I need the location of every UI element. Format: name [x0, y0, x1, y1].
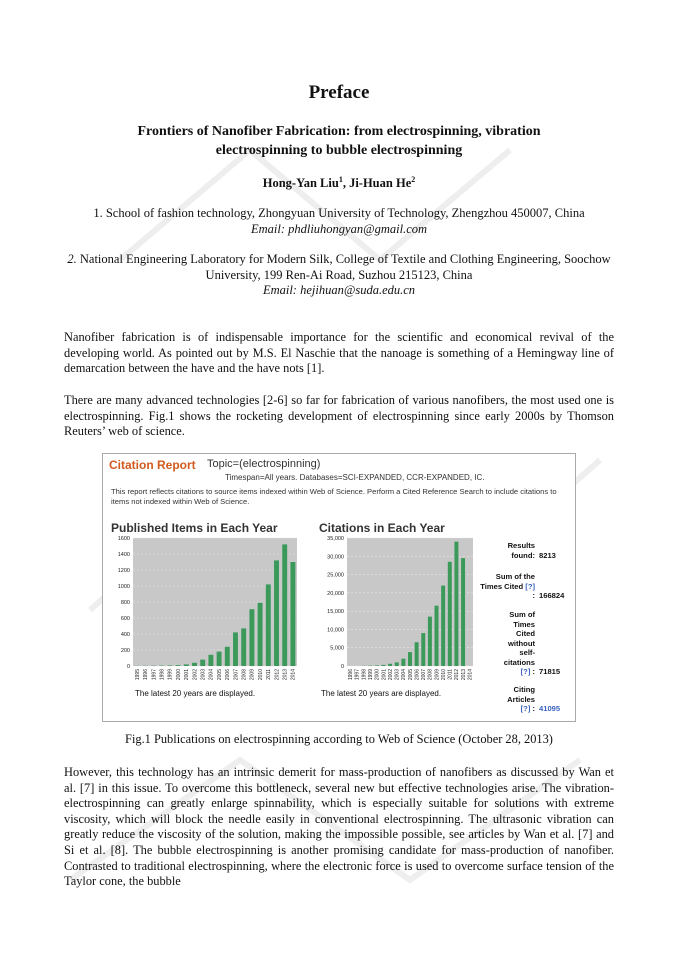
data-bar	[454, 542, 458, 666]
data-bar	[415, 642, 419, 666]
data-bar	[233, 632, 238, 666]
y-tick-label: 15,000	[327, 609, 344, 616]
x-tick-label: 2013	[282, 669, 289, 681]
x-tick-label: 2009	[249, 669, 256, 681]
y-tick-label: 5,000	[330, 645, 344, 652]
data-bar	[395, 662, 399, 666]
y-tick-label: 0	[126, 664, 130, 670]
x-tick-label: 2000	[374, 669, 381, 681]
help-link[interactable]: [?]	[520, 667, 531, 676]
data-bar	[290, 562, 295, 666]
body-paragraph: Nanofiber fabrication is of indispensable importance for the scientific and economical revival of the developing world. As pointed out by M.S. El Naschie that the nanoage is something of a Hemingway line of demarcation between the have and the have nots [1].	[64, 330, 614, 376]
x-tick-label: 2003	[394, 669, 401, 681]
paper-subtitle: Frontiers of Nanofiber Fabrication: from electrospinning, vibration electrospinning to bubble electrospinning	[137, 124, 541, 158]
author-affiliation-mark: 2	[411, 175, 416, 184]
data-bar	[184, 664, 189, 666]
y-tick-label: 35,000	[327, 536, 344, 542]
author-name: Ji-Huan He	[349, 176, 412, 191]
data-bar	[448, 562, 452, 666]
y-tick-label: 25,000	[327, 572, 344, 579]
x-tick-label: 1999	[167, 669, 174, 681]
x-tick-label: 2003	[200, 669, 207, 681]
data-bar	[408, 652, 412, 666]
affiliation-email: Email: hejihuan@suda.edu.cn	[262, 283, 416, 297]
x-tick-label: 2011	[266, 669, 273, 680]
y-tick-label: 20,000	[327, 590, 344, 597]
y-tick-label: 1200	[117, 568, 130, 574]
x-tick-label: 2006	[414, 669, 421, 681]
x-tick-label: 2009	[434, 669, 441, 681]
author-separator: ,	[342, 176, 350, 191]
x-tick-label: 2008	[241, 669, 248, 681]
help-link[interactable]: [?]	[525, 581, 535, 591]
stat-label	[495, 610, 535, 677]
affiliation-2	[40, 252, 638, 299]
stat-colon: :	[532, 591, 535, 600]
data-bar	[274, 560, 279, 666]
topic-query: Topic=(electrospinning)	[207, 458, 321, 470]
x-tick-label: 2002	[387, 669, 394, 681]
affiliation-1	[40, 206, 638, 237]
data-bar	[375, 665, 379, 666]
x-tick-label: 2004	[208, 669, 215, 681]
data-bar	[249, 609, 254, 666]
stat-value: 166824	[539, 591, 565, 600]
stat-colon: :	[530, 704, 535, 713]
citation-report-title: Citation Report	[109, 458, 196, 472]
y-tick-label: 200	[120, 648, 130, 654]
author-name: Hong-Yan Liu	[262, 176, 339, 191]
data-bar	[401, 659, 405, 666]
figure-caption: Fig.1 Publications on electrospinning according to Web of Science (October 28, 2013)	[125, 732, 553, 746]
data-bar	[208, 655, 213, 666]
data-bar	[441, 586, 445, 666]
x-tick-label: 2002	[192, 669, 199, 681]
y-tick-label: 30,000	[327, 554, 344, 561]
x-tick-label: 2008	[427, 669, 434, 681]
stat-label: Results found:	[507, 541, 535, 560]
page-title: Preface	[308, 82, 370, 103]
data-bar	[200, 660, 205, 666]
stat-value: 71815	[539, 667, 561, 676]
x-tick-label: 2011	[447, 669, 454, 680]
x-tick-label: 2001	[184, 669, 191, 681]
stat-label-text: Sum of Times Cited without self-citations	[503, 610, 535, 667]
affiliation-text: School of fashion technology, Zhongyuan University of Technology, Zhengzhou 450007, China	[102, 206, 585, 220]
data-bar	[435, 606, 439, 666]
x-tick-label: 2007	[421, 669, 428, 681]
data-bar	[266, 584, 271, 666]
x-tick-label: 2001	[381, 669, 388, 681]
data-bar	[282, 544, 287, 666]
stat-label-text: Sum of the Times Cited	[480, 572, 535, 591]
x-tick-label: 1995	[134, 669, 141, 681]
y-tick-label: 400	[120, 632, 130, 638]
data-bar	[167, 665, 172, 666]
y-tick-label: 1400	[117, 552, 130, 558]
affiliation-text: National Engineering Laboratory for Modern Silk, College of Textile and Clothing Engineering, Soochow University, 199 Ren-Ai Road, Suzhou 215123, China	[76, 252, 611, 282]
y-tick-label: 0	[340, 664, 344, 670]
x-tick-label: 2004	[401, 669, 408, 681]
affiliation-number: 2.	[67, 252, 77, 266]
stat-colon: :	[530, 667, 535, 676]
x-tick-label: 2005	[216, 669, 223, 681]
x-tick-label: 1997	[151, 669, 158, 681]
published-items-title: Published Items in Each Year	[111, 521, 278, 535]
x-tick-label: 2010	[440, 669, 447, 681]
stat-value-link[interactable]: 41095	[539, 704, 561, 713]
stat-label-text: Citing Articles	[507, 685, 535, 704]
y-tick-label: 1600	[117, 536, 130, 542]
timespan-text: Timespan=All years. Databases=SCI-EXPANDED, CCR-EXPANDED, IC.	[225, 473, 485, 482]
data-bar	[258, 603, 263, 666]
x-tick-label: 2010	[257, 669, 264, 681]
body-paragraph: There are many advanced technologies [2-6] so far for fabrication of various nanofibers, the most used one is electrospinning. Fig.1 shows the rocketing development of electrospinning since early 2000s by Thomson Reuters’ web of science.	[64, 393, 614, 439]
x-tick-label: 2005	[407, 669, 414, 681]
data-bar	[225, 647, 230, 666]
data-bar	[192, 663, 197, 666]
x-tick-label: 2000	[175, 669, 182, 681]
author-affiliation-mark: 1	[338, 175, 343, 184]
x-tick-label: 2014	[290, 669, 297, 681]
x-tick-label: 1998	[159, 669, 166, 681]
data-bar	[428, 617, 432, 666]
affiliation-email: Email: phdliuhongyan@gmail.com	[250, 221, 428, 236]
x-tick-label: 1999	[368, 669, 375, 681]
data-bar	[241, 628, 246, 666]
x-tick-label: 1998	[361, 669, 368, 681]
y-tick-label: 1000	[117, 584, 130, 590]
author-line	[0, 175, 678, 191]
latest-years-note: The latest 20 years are displayed.	[135, 689, 256, 698]
x-tick-label: 2007	[233, 669, 240, 681]
report-note: This report reflects citations to source items indexed within Web of Science. Perform a Cited Reference Search to include citations to items not indexed within Web of Science.	[111, 487, 557, 506]
x-tick-label: 2013	[460, 669, 467, 681]
y-tick-label: 800	[120, 600, 130, 606]
plot-area	[347, 538, 473, 666]
stat-value: 8213	[539, 551, 556, 560]
data-bar	[421, 633, 425, 666]
x-tick-label: 2012	[454, 669, 461, 681]
y-tick-label: 10,000	[327, 627, 344, 634]
x-tick-label: 1997	[354, 669, 361, 681]
data-bar	[461, 558, 465, 666]
help-link[interactable]: [?]	[520, 704, 531, 713]
x-tick-label: 1996	[143, 669, 150, 681]
citation-report-figure	[102, 453, 576, 722]
body-paragraph: However, this technology has an intrinsic demerit for mass-production of nanofibers as discussed by Wan et al. [7] in this issue. To overcome this bottleneck, several new but effective technologies arise. The vibration-electrospinning can greatly enlarge spinnability, which is especially suitable for solutions with extreme viscosity, which will block the needle easily in conventional electrospinning. The ultrasonic vibration can greatly reduce the viscosity of the solution, making the impossible possible, see articles by Wan et al. [7] and Si et al. [8]. The bubble electrospinning is another promising candidate for mass-production of nanofiber. Contrasted to traditional electrospinning, where the electronic force is used to overcome surface tension of the Taylor cone, the bubble	[64, 765, 614, 889]
latest-years-note: The latest 20 years are displayed.	[321, 689, 442, 698]
y-tick-label: 600	[120, 616, 130, 622]
data-bar	[381, 665, 385, 666]
citations-title: Citations in Each Year	[319, 521, 445, 535]
stat-label	[479, 572, 535, 601]
x-tick-label: 1996	[348, 669, 355, 681]
data-bar	[176, 665, 181, 666]
affiliation-number: 1.	[93, 206, 103, 220]
x-tick-label: 2006	[225, 669, 232, 681]
data-bar	[388, 664, 392, 666]
stat-label	[495, 685, 535, 714]
x-tick-label: 2014	[467, 669, 474, 681]
x-tick-label: 2012	[274, 669, 281, 681]
data-bar	[217, 652, 222, 666]
